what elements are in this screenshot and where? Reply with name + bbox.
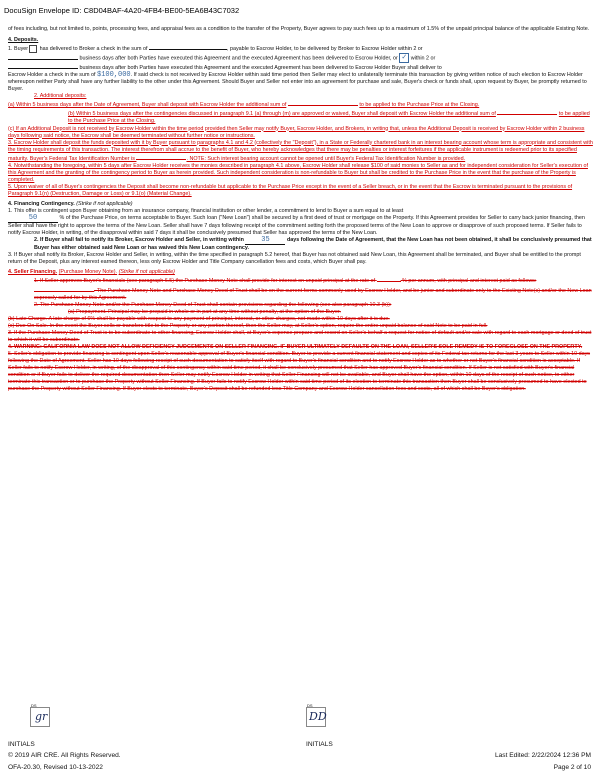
blank-field[interactable] <box>8 63 78 69</box>
additional-deposits-title: 2. Additional deposits: <box>34 93 87 100</box>
loan-days[interactable]: 35 <box>245 237 285 245</box>
blank-field[interactable] <box>8 54 78 60</box>
checkbox-icon[interactable] <box>29 45 37 53</box>
form-id: OFA-20.30, Revised 10-13-2022 <box>8 764 103 771</box>
deposits-para-3: 3. Escrow Holder shall deposit the funds deposited with it by Buyer pursuant to paragraphs 4.1 and 4.2 (collectively the "Deposit"), in a State or Federally chartered bank in an interest bearing account whose term is appropriate and consistent with the timing requirements of this transaction. The interest therefrom shall accrue to the benefit of Buyer, who hereby acknowledges that there may be penalties or interest forfeitures if the applicable instrument is redeemed prior to its specified maturity. Buyer's Federal Tax Identification Number is . NOTE: Such interest bearing account cannot be opened until Buyer's Federal Tax Identification Number is provided. <box>8 139 593 162</box>
deposits-para-4: 4. Notwithstanding the foregoing, within 5 days after Escrow Holder receives the monies described in paragraph 4.1 above, Escrow Holder shall release $100 of said monies to Seller as and for independent consideration for Seller's execution of this Agreement and the granting of the contingency period to Buyer as herein provided. Such independent consideration is non-refundable to Buyer but shall be credited to the Purchase Price in the event that the purchase of the Property is completed. <box>8 162 588 183</box>
envelope-id: DocuSign Envelope ID: C8D04BAF-4A20-4FB4-BE00-5EA6B43C7032 <box>4 6 240 15</box>
document-body <box>8 26 594 393</box>
page-number: Page 2 of 10 <box>553 764 591 771</box>
checked-box-icon[interactable]: ✓ <box>399 53 409 63</box>
seller-financing-para-2a: (a) Prepayment. Principal may be prepaid in whole or in part at any time without penalty, at the option of the Buyer. <box>68 308 341 315</box>
financing-heading: 4. Financing Contingency. (Strike if not applicable) <box>8 200 133 207</box>
initials-label-left: INITIALS <box>8 741 35 748</box>
last-edited: Last Edited: 2/22/2024 12:36 PM <box>494 752 591 759</box>
additional-deposits-c: (c) If an Additional Deposit is not received by Escrow Holder within the time period provided then Seller may notify Buyer, Escrow Holder, and Brokers, in writing that, unless the Additional Deposit is received by Escrow Holder within 2 business days following said notice, the Escrow shall be deemed terminated without further notice or instructions. <box>8 125 585 139</box>
seller-financing-para-2c: (c) Due On Sale. In the event the Buyer sells or transfers title to the Property or any portion thereof, then the Seller may, at Seller's option, require the entire unpaid balance of said Note to be paid in full. <box>8 322 488 329</box>
seller-financing-para-5: 5. Seller's obligation to provide financing is contingent upon Seller's reasonable approval of Buyer's financial condition. Buyer to provide a current financial statement and copies of its Federal tax returns for the last 3 years to Seller within 10 days following the Date of Agreement. Seller has 10 days following receipt of such documentation to satisfy itself with regard to Buyer's financial condition and to notify Escrow Holder as to whether or not Buyer's financial condition is acceptable. If Seller fails to notify Escrow Holder, in writing, of the disapproval of this contingency within said time period, it shall be conclusively presumed that Seller has approved Buyer's financial condition. If Seller is not satisfied with Buyer's financial condition or if Buyer fails to deliver the required documentation then Seller may notify Escrow Holder in writing that Seller Financing will not be available, and Buyer shall have the option, within 10 days of the receipt of such notice, to either terminate this transaction or to purchase the Property without Seller Financing. If Buyer fails to notify Escrow Holder within said time period of its election to terminate this transaction then Buyer shall be conclusively presumed to have elected to purchase the Property without Seller Financing. If Buyer elects to terminate, Buyer's Deposit shall be refunded less Title Company and Escrow Holder cancellation fees and costs, all of which shall be Buyer's obligation. <box>8 350 591 393</box>
deposit-amount: $100,000 <box>97 71 131 80</box>
seller-financing-para-1: 1. If Seller approves Buyer's financials (see paragraph 6.5) the Purchase Money Note shall provide for interest on unpaid principal at the rate of % per annum, with principal and interest paid as follows: . The Purchase Money Note and Purchase Money Deed of Trust shall be on the current forms commonly used by Escrow Holder, and be junior and subordinate only to the Existing Note(s) and/or the New Loan expressly called for by this Agreement. <box>34 278 592 301</box>
financing-para-1: 1. This offer is contingent upon Buyer obtaining from an insurance company, financial institution or other lender, a commitment to lend to Buyer a sum equal to at least 50 % of the Purchase Price, on terms acceptable to Buyer. Such loan ("New Loan") shall be secured by a first deed of trust or mortgage on the Property. If this Agreement provides for Seller to carry back junior financing, then Seller shall have the right to approve the terms of the New Loan. Seller shall have 7 days following receipt of the commitment setting forth the proposed terms of the New Loan to approve or disapprove of such proposed terms. If Seller fails to notify Escrow Holder, in writing, of the disapproval within said 7 days it shall be conclusively presumed that Seller has approved the terms of the New Loan. <box>8 208 585 237</box>
deposits-heading: 4. Deposits. <box>8 37 39 44</box>
copyright: © 2019 AIR CRE. All Rights Reserved. <box>8 752 121 759</box>
financing-para-3: 3. If Buyer shall notify its Broker, Escrow Holder and Seller, in writing, within the time specified in paragraph 5.2 hereof, that Buyer has not obtained said New Loan, this Agreement shall be terminated, and Buyer shall be entitled to the prompt return of the Deposit, plus any interest earned thereon, less only Escrow Holder and Title Company cancellation fees and costs, which Buyer shall pay. <box>8 252 581 266</box>
seller-financing-warning: 4. WARNING: CALIFORNIA LAW DOES NOT ALLOW DEFICIENCY JUDGEMENTS ON SELLER FINANCING. IF BUYER ULTIMATELY DEFAULTS ON THE LOAN, SELLER'S SOLE REMEDY IS TO FORECLOSE ON THE PROPERTY. <box>8 343 583 350</box>
additional-deposits-b: (b) Within 5 business days after the contingencies discussed in paragraph 9.1 (a) through (m) are approved or waived, Buyer shall deposit with Escrow Holder the additional sum of to be applied to the Purchase Price at the Closing. <box>68 111 590 125</box>
initials-tag-right: DS <box>307 703 313 708</box>
deposits-para-1: 1. Buyer has delivered to Broker a check in the sum of , payable to Escrow Holder, to be delivered by Broker to Escrow Holder within 2 or business days after both Parties have executed this Agreement and the executed Agreement has been delivered to Escrow Holder, or ✓ within 2 or business days after both Parties have executed this Agreement and the executed Agreement has been delivered to Escrow Holder Buyer shall deliver to Escrow Holder a check in the sum of $100,000. If said check is not received by Escrow Holder within said time period then Seller may elect to unilaterally terminate this transaction by giving written notice of such election to Escrow Holder whereupon neither Party shall have any further liability to the other under this Agreement. Should Buyer and Seller not enter into an agreement for purchase and sale, Buyer's check or funds shall, upon request by Buyer, be promptly returned to Buyer. <box>8 46 587 93</box>
deposits-para-5: 5. Upon waiver of all of Buyer's contingencies the Deposit shall become non-refundable but applicable to the Purchase Price except in the event of a Seller breach, or in the event that the Escrow is terminated pursuant to the provisions of Paragraph 9.1(n) (Destruction, Damage or Loss) or 9.1(o) (Material Change). <box>8 183 573 197</box>
intro-paragraph: of fees including, but not limited to, points, processing fees, and appraisal fees as a condition to the transfer of the Property, Buyer agrees to pay such fees up to a maximum of 1.5% of the unpaid principal balance of the applicable Existing Note. <box>8 26 590 32</box>
financing-para-2: 2. If Buyer shall fail to notify its Broker, Escrow Holder and Seller, in writing within 35 days following the Date of Agreement, that the New Loan has not been obtained, it shall be conclusively presumed that Buyer has either obtained said New Loan or has waived this New Loan contingency. <box>34 236 592 252</box>
initials-label-right: INITIALS <box>306 741 333 748</box>
seller-financing-heading: 4. Seller Financing. (Purchase Money Note). (Strike if not applicable) <box>8 269 175 276</box>
loan-percent[interactable]: 50 <box>8 215 58 223</box>
seller-financing-para-2b: (b) Late Charge. A late charge of 6% shall be payable with respect to any payment of principal, interest, or other charges, not made within 10 days after it is due. <box>8 315 390 322</box>
initials-signature-right: DD <box>309 710 327 723</box>
seller-financing-para-2: 2. The Purchase Money Note and/or the Purchase Money Deed of Trust shall contain provisions regarding the following (see also paragraph 10.3 (b)): <box>34 301 392 308</box>
initials-tag-left: DS <box>31 703 37 708</box>
blank-field[interactable] <box>149 44 227 50</box>
additional-deposits-a: (a) Within 5 business days after the Date of Agreement, Buyer shall deposit with Escrow Holder the additional sum of to be applied to the Purchase Price at the Closing. <box>8 102 480 109</box>
initials-signature-left: gr <box>35 710 48 723</box>
seller-financing-para-3: 3. If the Purchase Money Deed of Trust is to be subordinate to other financing, Escrow Holder shall, at Buyer's expense prepare and record on Seller's behalf a request for notice of default and/or sale with regard to each mortgage or deed of trust to which it will be subordinate. <box>8 329 592 343</box>
